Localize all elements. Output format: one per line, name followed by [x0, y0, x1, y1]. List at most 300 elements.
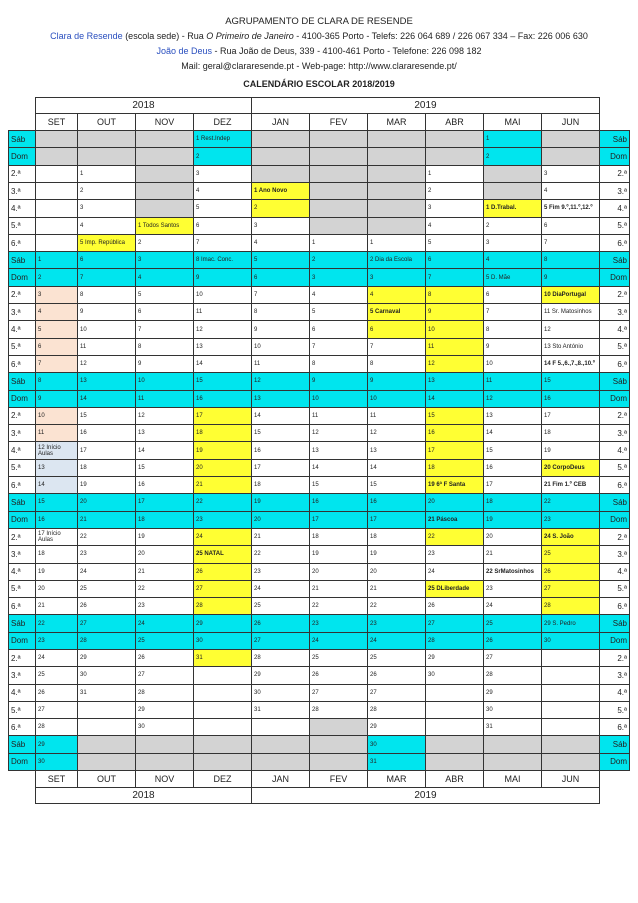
day-cell: [136, 148, 194, 165]
day-cell: 1: [484, 131, 542, 148]
day-cell: [310, 131, 368, 148]
day-cell: 13: [310, 442, 368, 459]
day-cell: 13: [368, 442, 426, 459]
day-cell: 3: [78, 200, 136, 217]
calendar-title: CALENDÁRIO ESCOLAR 2018/2019: [243, 79, 395, 89]
day-cell: 11 Sr. Matosinhos: [542, 304, 600, 321]
day-cell: 4: [542, 182, 600, 199]
day-cell: 16: [194, 390, 252, 407]
day-cell: 20: [310, 563, 368, 580]
calendar-row: [9, 217, 630, 234]
day-cell: 20: [426, 494, 484, 511]
day-cell: [252, 131, 310, 148]
weekday-label: 2.ª: [9, 407, 36, 424]
day-cell: 22: [36, 615, 78, 632]
day-cell: 26: [368, 667, 426, 684]
month-header-bottom: [9, 771, 630, 788]
day-cell: 15: [252, 425, 310, 442]
day-cell: 26: [136, 650, 194, 667]
year-2018: 2018: [36, 787, 252, 803]
day-cell: 19: [194, 442, 252, 459]
weekday-label: Sáb: [600, 131, 630, 148]
day-cell: 6: [252, 269, 310, 286]
calendar-row: [9, 563, 630, 580]
day-cell: 31: [368, 753, 426, 770]
day-cell: 28: [368, 701, 426, 718]
day-cell: 5: [252, 252, 310, 269]
day-cell: [252, 148, 310, 165]
day-cell: 11: [368, 407, 426, 424]
month-nov: NOV: [136, 114, 194, 131]
weekday-label: 4.ª: [9, 684, 36, 701]
day-cell: 13: [426, 373, 484, 390]
day-cell: 21 Páscoa: [426, 511, 484, 528]
address-sede-contacts: - 4100-365 Porto - Telefs: 226 064 689 / 226 067 334 – Fax: 226 006 630: [293, 31, 588, 41]
day-cell: 18: [368, 528, 426, 545]
day-cell: 13: [484, 407, 542, 424]
day-cell: 11: [426, 338, 484, 355]
day-cell: [252, 719, 310, 736]
day-cell: 9: [542, 269, 600, 286]
day-cell: [194, 667, 252, 684]
day-cell: 12: [78, 355, 136, 372]
day-cell: 7: [136, 321, 194, 338]
day-cell: 10: [484, 355, 542, 372]
month-header-top: [9, 114, 630, 131]
month-jan: JAN: [252, 114, 310, 131]
day-cell: 1 Rest.Indep: [194, 131, 252, 148]
corner-cell: [9, 98, 36, 114]
day-cell: 29: [368, 719, 426, 736]
day-cell: 6: [36, 338, 78, 355]
day-cell: [194, 701, 252, 718]
calendar-row: [9, 615, 630, 632]
weekday-label: Sáb: [600, 373, 630, 390]
calendar-row: [9, 632, 630, 649]
weekday-label: Dom: [9, 511, 36, 528]
weekday-label: Dom: [600, 511, 630, 528]
day-cell: [542, 736, 600, 753]
day-cell: 15: [484, 442, 542, 459]
day-cell: 25 DLiberdade: [426, 580, 484, 597]
day-cell: 3: [194, 165, 252, 182]
day-cell: 3: [36, 286, 78, 303]
day-cell: 1 Ano Novo: [252, 182, 310, 199]
month-mar: MAR: [368, 771, 426, 788]
day-cell: [368, 131, 426, 148]
weekday-label: 3.ª: [600, 425, 630, 442]
weekday-label: 5.ª: [9, 701, 36, 718]
weekday-label: 6.ª: [600, 598, 630, 615]
calendar-row: [9, 165, 630, 182]
calendar-row: [9, 234, 630, 251]
calendar-row: [9, 182, 630, 199]
day-cell: 19: [542, 442, 600, 459]
month-dez: DEZ: [194, 114, 252, 131]
day-cell: [368, 165, 426, 182]
day-cell: 17: [252, 459, 310, 476]
day-cell: 23: [252, 563, 310, 580]
day-cell: 5: [426, 234, 484, 251]
day-cell: 25 NATAL: [194, 546, 252, 563]
day-cell: 20: [36, 580, 78, 597]
day-cell: 10: [426, 321, 484, 338]
day-cell: 7: [426, 269, 484, 286]
day-cell: 12: [484, 390, 542, 407]
day-cell: 25: [484, 615, 542, 632]
day-cell: 10: [252, 338, 310, 355]
day-cell: 7: [252, 286, 310, 303]
weekday-label: Sáb: [600, 736, 630, 753]
weekday-label: Sáb: [9, 373, 36, 390]
day-cell: [484, 736, 542, 753]
day-cell: 25: [78, 580, 136, 597]
day-cell: 11: [484, 373, 542, 390]
day-cell: [36, 200, 78, 217]
month-abr: ABR: [426, 771, 484, 788]
street-name: O Primeiro de Janeiro: [206, 31, 294, 41]
day-cell: 8: [542, 252, 600, 269]
day-cell: 9: [310, 373, 368, 390]
day-cell: 24: [368, 632, 426, 649]
day-cell: 2: [136, 234, 194, 251]
day-cell: 17: [368, 511, 426, 528]
day-cell: 27: [542, 580, 600, 597]
weekday-label: Dom: [600, 390, 630, 407]
day-cell: 16: [368, 494, 426, 511]
day-cell: 28: [310, 701, 368, 718]
day-cell: [78, 148, 136, 165]
calendar-row: [9, 667, 630, 684]
weekday-label: 4.ª: [600, 563, 630, 580]
day-cell: 23: [78, 546, 136, 563]
day-cell: 8 Imac. Conc.: [194, 252, 252, 269]
day-cell: 22: [426, 528, 484, 545]
weekday-label: 2.ª: [600, 650, 630, 667]
day-cell: 9: [194, 269, 252, 286]
day-cell: [542, 650, 600, 667]
weekday-label: 2.ª: [9, 165, 36, 182]
day-cell: 8: [426, 286, 484, 303]
weekday-label: Sáb: [600, 252, 630, 269]
weekday-label: 3.ª: [9, 182, 36, 199]
year-2019: 2019: [252, 787, 600, 803]
day-cell: 14: [194, 355, 252, 372]
day-cell: 3: [368, 269, 426, 286]
day-cell: 16: [426, 425, 484, 442]
day-cell: 27: [78, 615, 136, 632]
day-cell: 11: [78, 338, 136, 355]
weekday-label: Sáb: [600, 494, 630, 511]
day-cell: [310, 182, 368, 199]
day-cell: [426, 753, 484, 770]
day-cell: [368, 148, 426, 165]
day-cell: 11: [36, 425, 78, 442]
calendar-row: [9, 736, 630, 753]
day-cell: [78, 736, 136, 753]
day-cell: 13: [36, 459, 78, 476]
day-cell: 25: [252, 598, 310, 615]
day-cell: 4: [368, 286, 426, 303]
day-cell: 6: [542, 217, 600, 234]
weekday-label: 3.ª: [600, 546, 630, 563]
weekday-label: 4.ª: [9, 200, 36, 217]
weekday-label: 2.ª: [9, 650, 36, 667]
day-cell: 25: [36, 667, 78, 684]
day-cell: 22 SrMatosinhos: [484, 563, 542, 580]
month-jun: JUN: [542, 114, 600, 131]
day-cell: 27: [194, 580, 252, 597]
day-cell: 4: [484, 252, 542, 269]
clara-resende-link[interactable]: Clara de Resende: [50, 31, 123, 41]
month-jun: JUN: [542, 771, 600, 788]
day-cell: 21: [194, 477, 252, 494]
day-cell: 4: [310, 286, 368, 303]
day-cell: [136, 736, 194, 753]
day-cell: 18: [484, 494, 542, 511]
day-cell: 28: [194, 598, 252, 615]
day-cell: 14: [310, 459, 368, 476]
calendar-row: [9, 528, 630, 545]
day-cell: 22: [542, 494, 600, 511]
day-cell: 6: [368, 321, 426, 338]
weekday-label: 6.ª: [9, 355, 36, 372]
day-cell: 20: [252, 511, 310, 528]
weekday-label: Sáb: [9, 131, 36, 148]
day-cell: 31: [484, 719, 542, 736]
corner-cell: [600, 114, 630, 131]
day-cell: 6: [194, 217, 252, 234]
day-cell: 22: [310, 598, 368, 615]
day-cell: 12: [368, 425, 426, 442]
day-cell: 18: [78, 459, 136, 476]
month-fev: FEV: [310, 114, 368, 131]
day-cell: 14: [484, 425, 542, 442]
address-line-sede: [0, 30, 638, 42]
day-cell: 11: [310, 407, 368, 424]
day-cell: 10 DiaPortugal: [542, 286, 600, 303]
calendar-row: [9, 598, 630, 615]
day-cell: 29: [136, 701, 194, 718]
calendar-row: [9, 355, 630, 372]
weekday-label: 4.ª: [600, 684, 630, 701]
calendar-row: [9, 701, 630, 718]
school-name: AGRUPAMENTO DE CLARA DE RESENDE: [225, 16, 413, 27]
day-cell: [426, 148, 484, 165]
month-out: OUT: [78, 114, 136, 131]
day-cell: 30: [252, 684, 310, 701]
day-cell: 23: [36, 632, 78, 649]
day-cell: 15: [368, 477, 426, 494]
day-cell: 21: [36, 598, 78, 615]
day-cell: 17: [78, 442, 136, 459]
weekday-label: 3.ª: [9, 304, 36, 321]
weekday-label: 6.ª: [600, 719, 630, 736]
day-cell: 26: [310, 667, 368, 684]
month-nov: NOV: [136, 771, 194, 788]
weekday-label: 6.ª: [9, 477, 36, 494]
day-cell: 26: [78, 598, 136, 615]
calendar-row: [9, 719, 630, 736]
calendar-row: [9, 131, 630, 148]
day-cell: 23: [136, 598, 194, 615]
day-cell: 23: [426, 546, 484, 563]
day-cell: [36, 217, 78, 234]
calendar-row: [9, 494, 630, 511]
day-cell: 27: [484, 650, 542, 667]
day-cell: 23: [484, 580, 542, 597]
day-cell: 2: [484, 148, 542, 165]
weekday-label: 6.ª: [9, 719, 36, 736]
day-cell: 16: [36, 511, 78, 528]
day-cell: [310, 148, 368, 165]
day-cell: 15: [78, 407, 136, 424]
day-cell: 8: [36, 373, 78, 390]
calendar-row: [9, 407, 630, 424]
day-cell: 30: [542, 632, 600, 649]
day-cell: 8: [136, 338, 194, 355]
month-mar: MAR: [368, 114, 426, 131]
day-cell: 28: [36, 719, 78, 736]
address-line-joao-deus: [0, 45, 638, 57]
calendar-row: [9, 442, 630, 459]
calendar-row: [9, 546, 630, 563]
day-cell: 20: [136, 546, 194, 563]
day-cell: 13: [194, 338, 252, 355]
day-cell: 23: [542, 511, 600, 528]
day-cell: 4: [194, 182, 252, 199]
day-cell: [194, 736, 252, 753]
day-cell: [310, 736, 368, 753]
day-cell: 21 Fim 1.º CEB: [542, 477, 600, 494]
day-cell: 3: [136, 252, 194, 269]
day-cell: [194, 753, 252, 770]
day-cell: 7: [36, 355, 78, 372]
day-cell: 19: [310, 546, 368, 563]
day-cell: 24: [136, 615, 194, 632]
day-cell: 22: [368, 598, 426, 615]
day-cell: 19: [252, 494, 310, 511]
day-cell: [368, 200, 426, 217]
day-cell: 4: [136, 269, 194, 286]
day-cell: 27: [310, 684, 368, 701]
day-cell: 22: [136, 580, 194, 597]
day-cell: 19: [36, 563, 78, 580]
day-cell: 25: [310, 650, 368, 667]
day-cell: 8: [78, 286, 136, 303]
day-cell: [36, 131, 78, 148]
day-cell: 16: [484, 459, 542, 476]
day-cell: 29 S. Pedro: [542, 615, 600, 632]
day-cell: 12: [310, 425, 368, 442]
day-cell: 14: [426, 390, 484, 407]
day-cell: 30: [136, 719, 194, 736]
day-cell: 21: [484, 546, 542, 563]
day-cell: 13: [252, 390, 310, 407]
day-cell: 18: [426, 459, 484, 476]
day-cell: 11: [136, 390, 194, 407]
day-cell: 16: [542, 390, 600, 407]
day-cell: [310, 165, 368, 182]
day-cell: 1: [78, 165, 136, 182]
day-cell: 26: [36, 684, 78, 701]
day-cell: 2 Dia da Escola: [368, 252, 426, 269]
day-cell: 26: [484, 632, 542, 649]
weekday-label: Dom: [600, 269, 630, 286]
day-cell: 31: [78, 684, 136, 701]
day-cell: 30: [36, 753, 78, 770]
corner-cell: [9, 787, 36, 803]
day-cell: [542, 131, 600, 148]
day-cell: 27: [36, 701, 78, 718]
day-cell: 28: [542, 598, 600, 615]
contact-line: Mail: geral@clararesende.pt - Web-page: http://www.clararesende.pt/: [181, 61, 457, 71]
weekday-label: 3.ª: [600, 182, 630, 199]
day-cell: 7: [542, 234, 600, 251]
day-cell: 4: [36, 304, 78, 321]
day-cell: [368, 217, 426, 234]
day-cell: [194, 684, 252, 701]
month-jan: JAN: [252, 771, 310, 788]
weekday-label: 4.ª: [600, 442, 630, 459]
weekday-label: 5.ª: [9, 217, 36, 234]
day-cell: [542, 719, 600, 736]
month-dez: DEZ: [194, 771, 252, 788]
day-cell: 12 Início Aulas: [36, 442, 78, 459]
day-cell: 25: [136, 632, 194, 649]
day-cell: 20: [78, 494, 136, 511]
calendar-row: [9, 200, 630, 217]
day-cell: [136, 753, 194, 770]
weekday-label: Sáb: [9, 252, 36, 269]
day-cell: 21: [136, 563, 194, 580]
day-cell: 18: [36, 546, 78, 563]
day-cell: 22: [252, 546, 310, 563]
day-cell: 28: [136, 684, 194, 701]
day-cell: 29: [426, 650, 484, 667]
day-cell: 24: [426, 563, 484, 580]
year-2018: 2018: [36, 98, 252, 114]
joao-deus-link[interactable]: João de Deus: [156, 46, 212, 56]
day-cell: [36, 182, 78, 199]
day-cell: 27: [252, 632, 310, 649]
weekday-label: Sáb: [600, 615, 630, 632]
weekday-label: Dom: [9, 753, 36, 770]
day-cell: 25: [542, 546, 600, 563]
day-cell: 27: [136, 667, 194, 684]
day-cell: 21: [368, 580, 426, 597]
weekday-label: 3.ª: [600, 304, 630, 321]
day-cell: 3: [252, 217, 310, 234]
day-cell: [310, 200, 368, 217]
day-cell: [136, 200, 194, 217]
weekday-label: 6.ª: [9, 234, 36, 251]
weekday-label: 2.ª: [9, 286, 36, 303]
day-cell: 4: [252, 234, 310, 251]
day-cell: 26: [252, 615, 310, 632]
weekday-label: 2.ª: [600, 528, 630, 545]
weekday-label: 5.ª: [600, 459, 630, 476]
day-cell: 22: [78, 528, 136, 545]
day-cell: 24: [194, 528, 252, 545]
weekday-label: 3.ª: [600, 667, 630, 684]
day-cell: 29: [78, 650, 136, 667]
day-cell: 18: [252, 477, 310, 494]
day-cell: [252, 165, 310, 182]
day-cell: 2: [78, 182, 136, 199]
day-cell: 6: [310, 321, 368, 338]
day-cell: 29: [194, 615, 252, 632]
